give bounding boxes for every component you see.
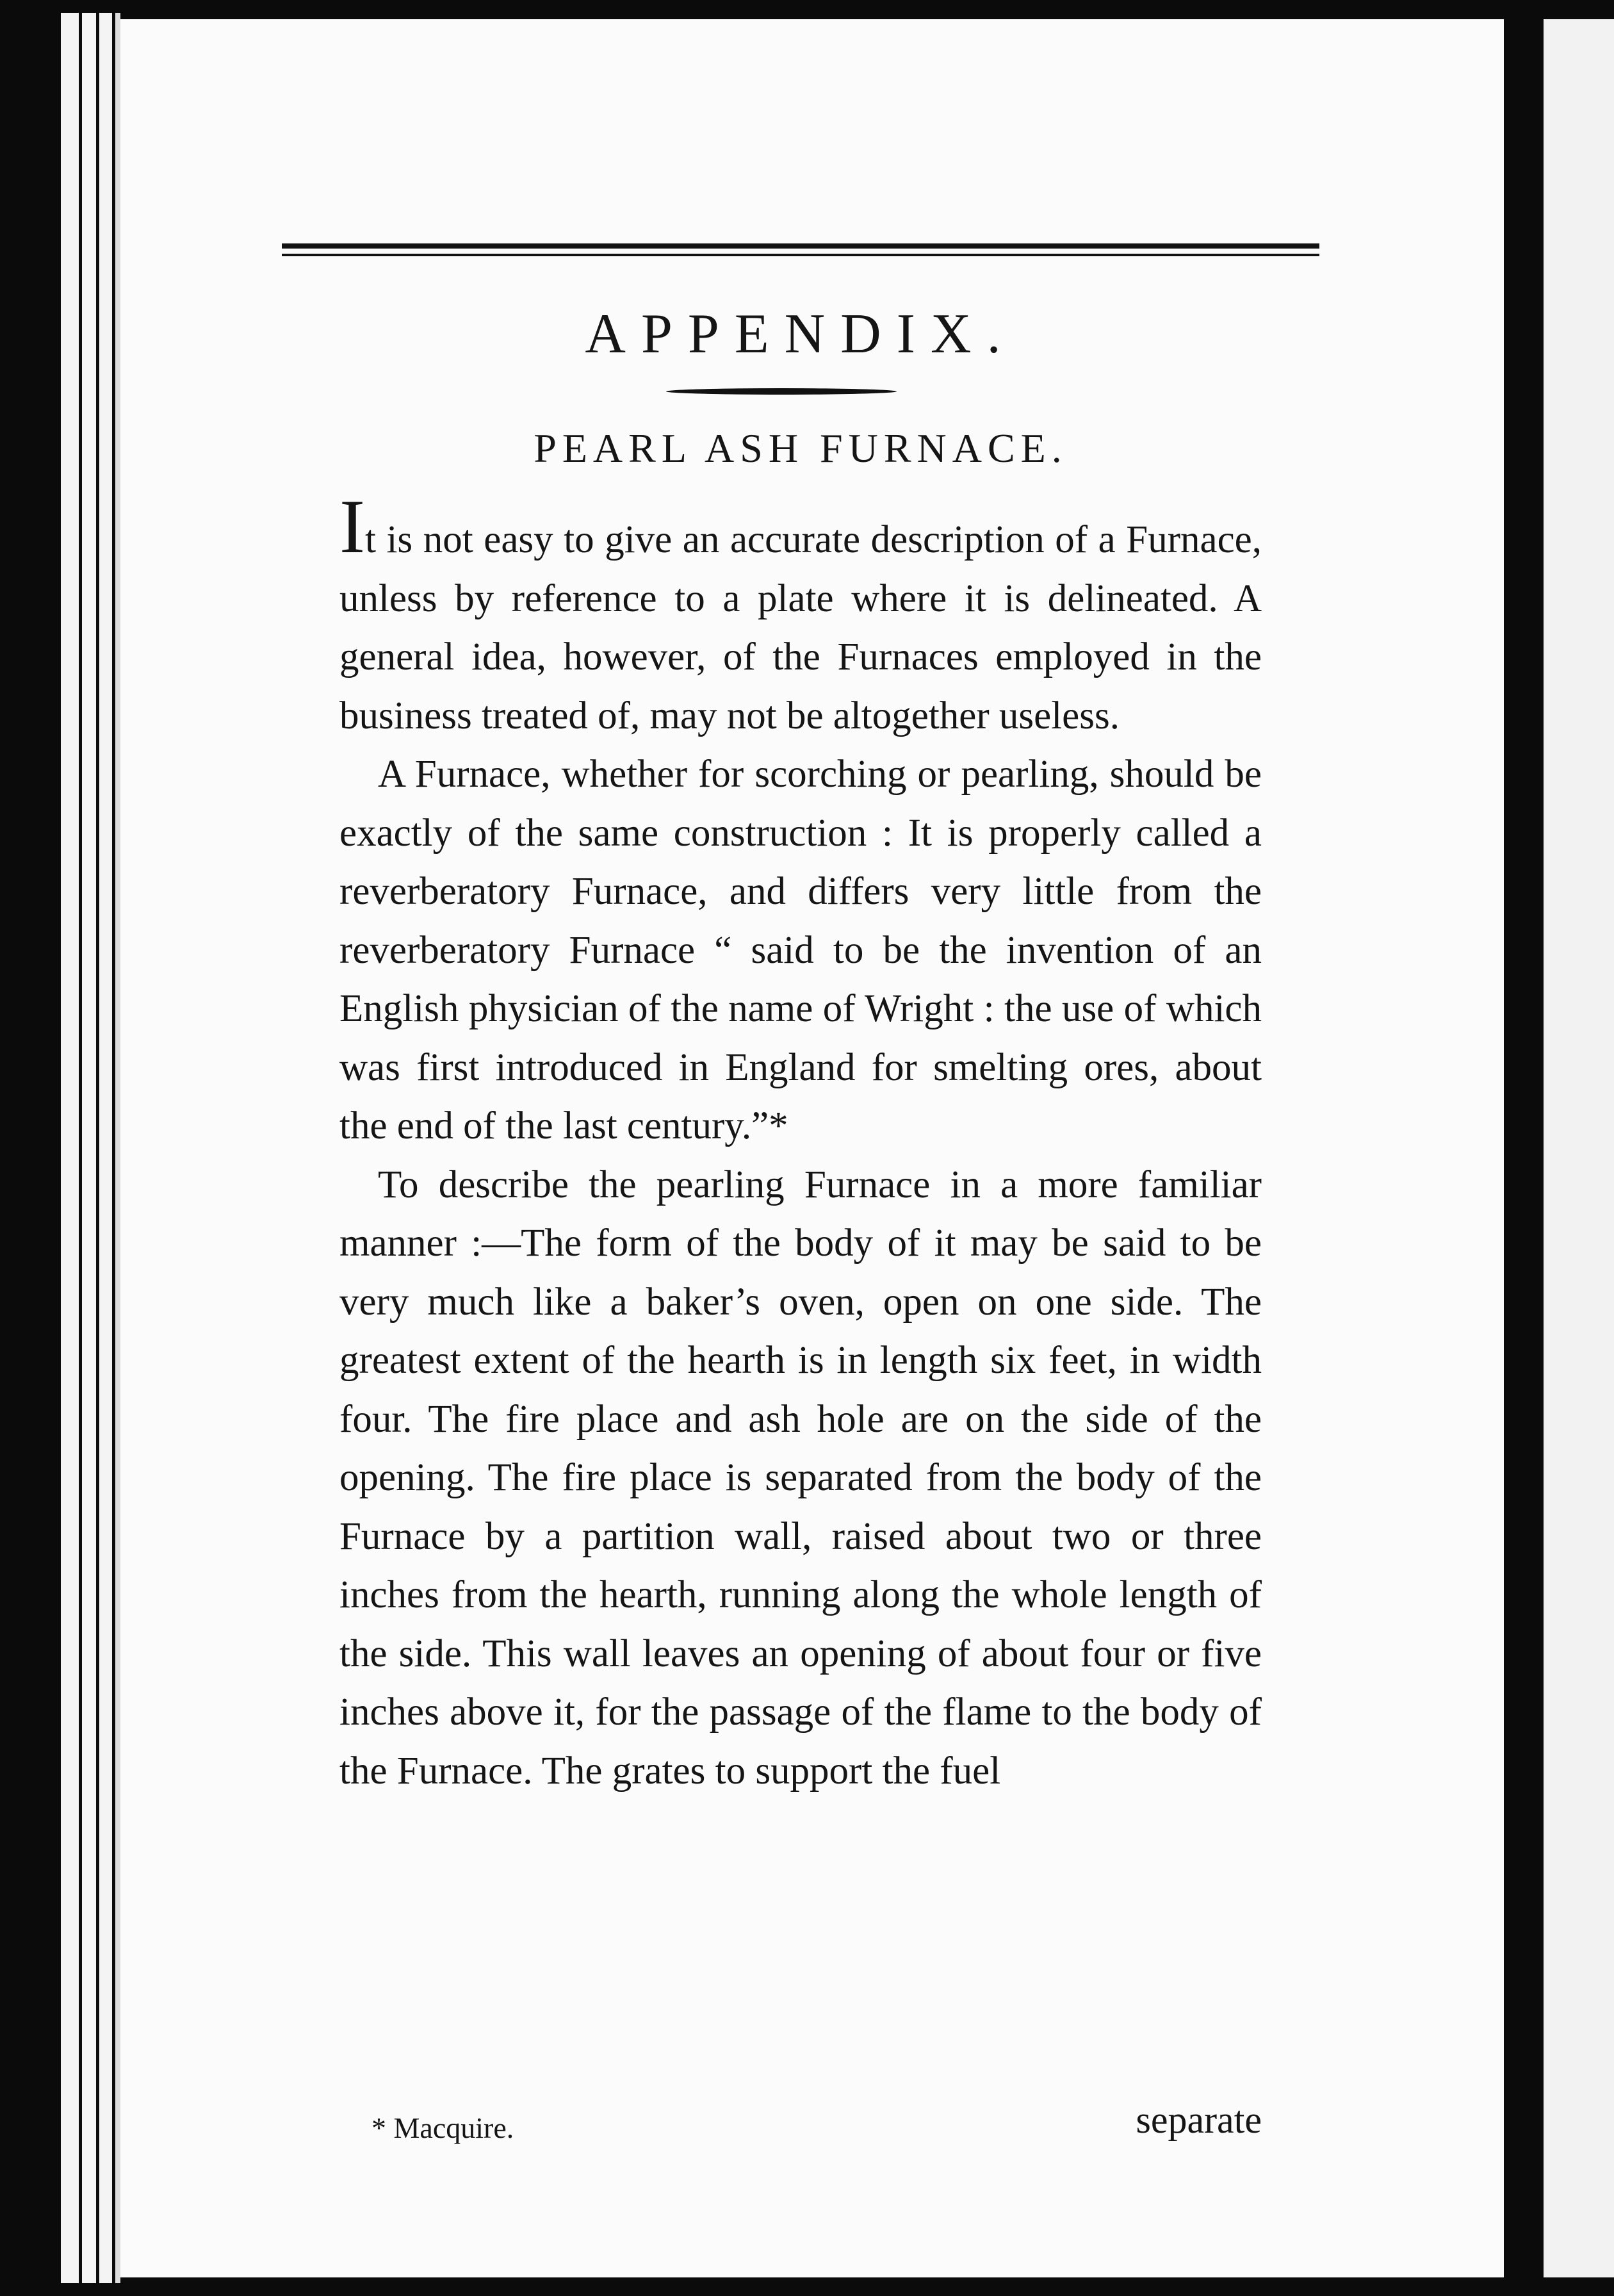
page-edge [61,13,79,2283]
section-title: PEARL ASH FURNACE. [534,425,1068,471]
header-rule [282,243,1319,261]
text-block [205,243,1281,1800]
ornament-rule [666,388,897,395]
facing-page-edge [1544,19,1614,2277]
page-edge [99,13,112,2283]
appendix-heading: APPENDIX. [585,303,1016,365]
paragraph: A Furnace, whether for scorching or pearling, should be exactly of the same construction : It is properly called a reverberatory Furnace, and differs very little from the reverberatory Furnace “ said to be the invention of an English physician of the name of Wright : the use of which was first introduced in England for smelting ores, about the end of the last century.”* [339,753,1262,1147]
body-text [339,484,1262,1800]
page-edge [82,13,96,2283]
page-edge [115,13,120,2283]
footnote: * Macquire. [371,2112,514,2144]
paragraph: It is not easy to give an accurate description of a Furnace, unless by reference to a plate where it is delineated. A general idea, however, of the Furnaces employed in the business treated of, may not be altogether useless. [339,484,1262,737]
paragraph: To describe the pearling Furnace in a more familiar manner :—The form of the body of it may be said to be very much like a baker’s oven, open on one side. The greatest extent of the hearth is in length six feet, in width four. The fire place and ash hole are on the side of the opening. The fire place is separated from the body of the Furnace by a partition wall, raised about two or three inches from the hearth, running along the whole length of the side. This wall leaves an opening of about four or five inches above it, for the passage of the flame to the body of the Furnace. The grates to support the fuel [339,1163,1262,1792]
catchword: separate [1136,2099,1262,2141]
